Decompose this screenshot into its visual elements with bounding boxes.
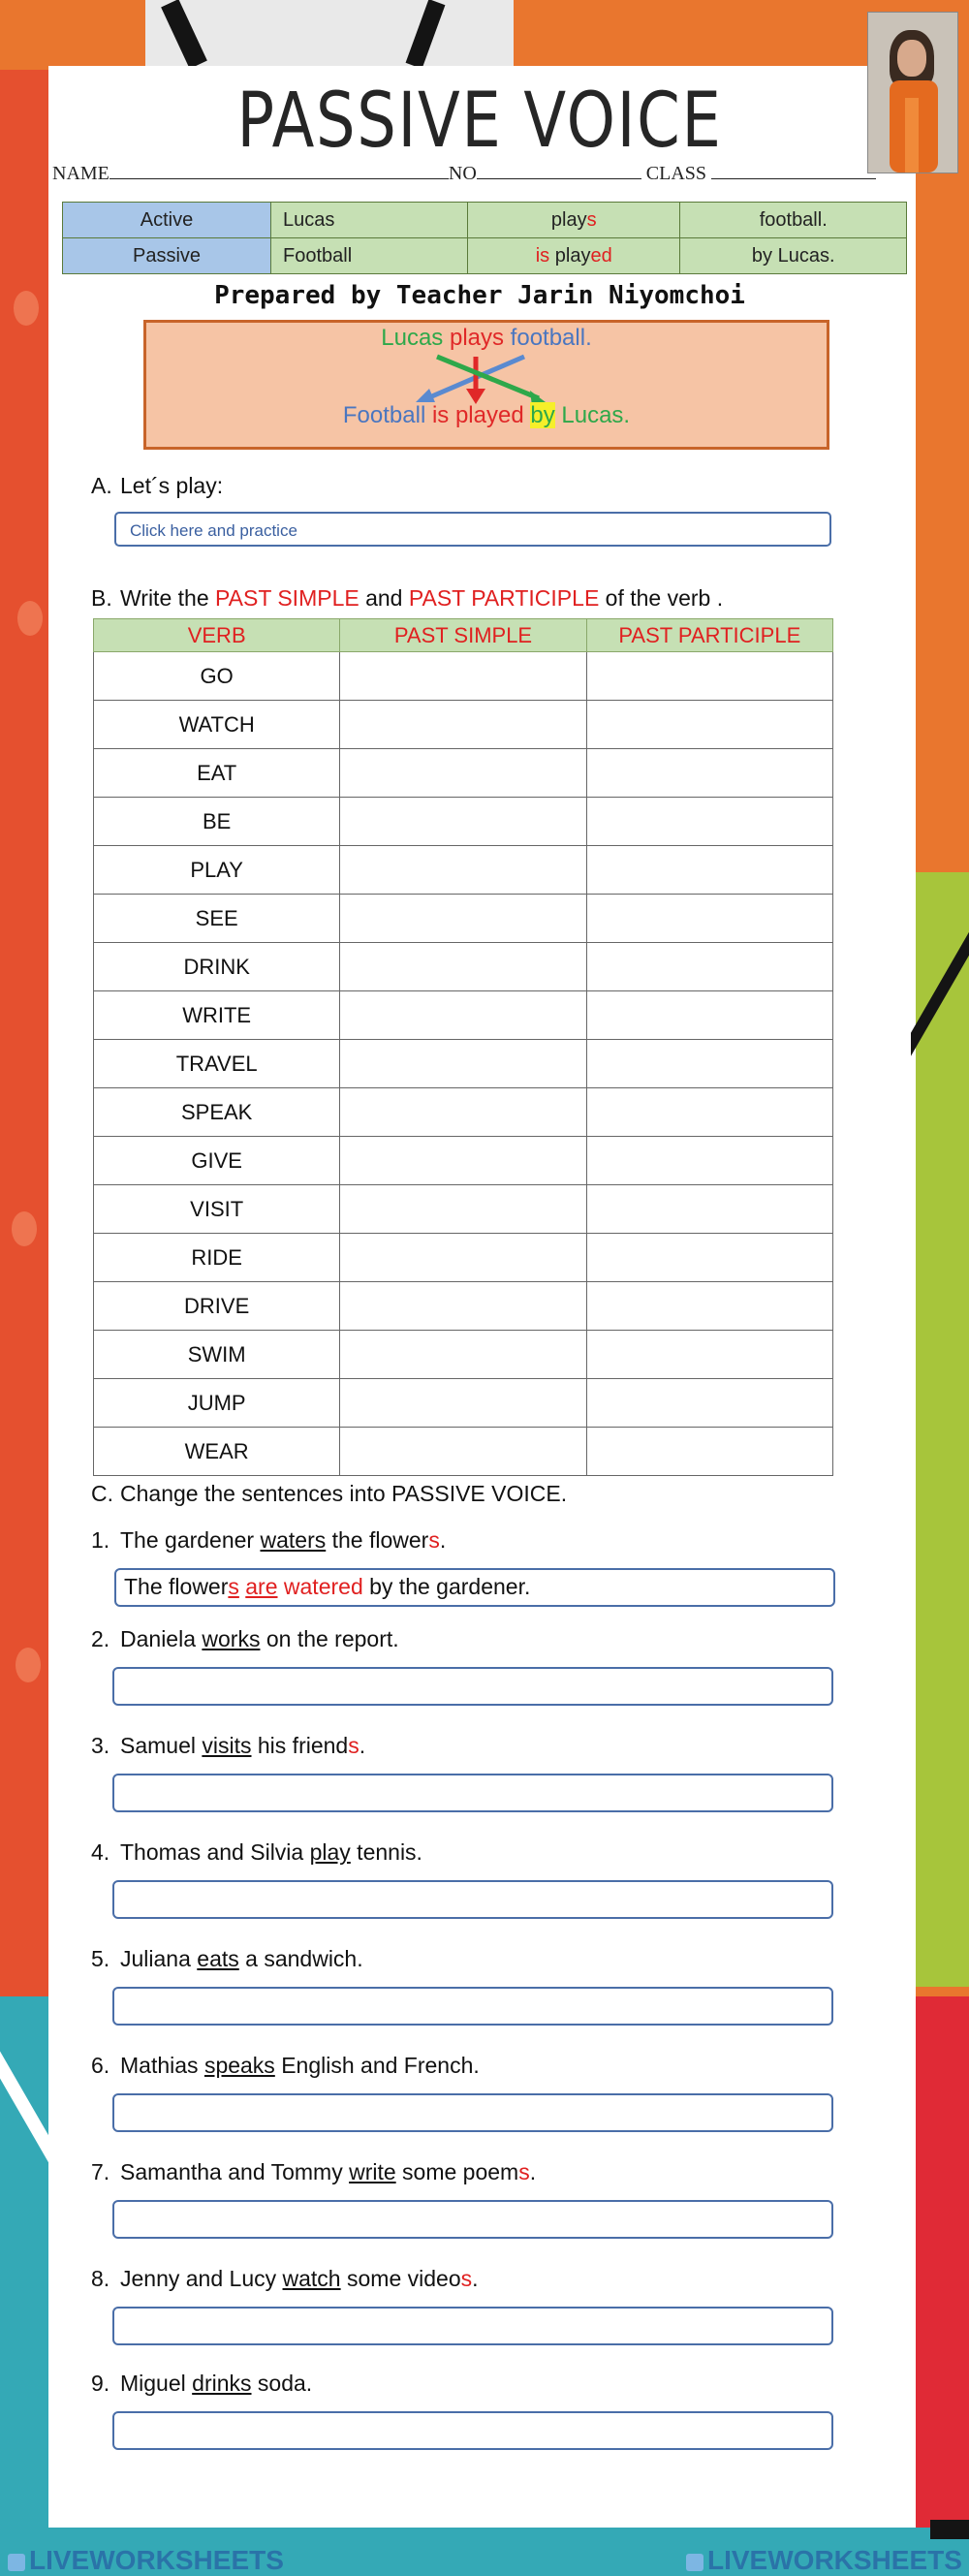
sentence-plural-s: s: [518, 2159, 530, 2184]
past-simple-input[interactable]: [340, 895, 586, 943]
sentence-after: on the report.: [260, 1626, 399, 1651]
sentence-number: 6.: [91, 2053, 110, 2078]
verb-row: [94, 846, 833, 895]
sentence-6: [91, 2053, 480, 2079]
verb-cell: TRAVEL: [94, 1040, 340, 1088]
sentence-before: Samuel: [120, 1733, 203, 1758]
past-simple-input[interactable]: [340, 846, 586, 895]
past-participle-input[interactable]: [586, 943, 832, 991]
sentence-end: .: [529, 2159, 537, 2184]
past-participle-input[interactable]: [586, 798, 832, 846]
verb-row: [94, 895, 833, 943]
section-c-heading: [91, 1481, 567, 1507]
no-line: [477, 165, 641, 179]
class-label: CLASS: [645, 163, 707, 184]
sentence-verb: works: [202, 1626, 261, 1651]
page-title: PASSIVE VOICE: [236, 78, 723, 165]
header-past-participle: PAST PARTICIPLE: [586, 619, 832, 652]
green-arrow: [437, 357, 539, 398]
section-b-heading: [91, 585, 723, 612]
verb-row: [94, 991, 833, 1040]
sentence-8: [91, 2266, 479, 2292]
section-b-past-simple: PAST SIMPLE: [215, 585, 359, 611]
verb-row: [94, 1234, 833, 1282]
past-participle-input[interactable]: [586, 1428, 832, 1476]
verb-row: [94, 1428, 833, 1476]
section-b-and: and: [365, 585, 403, 611]
verb-row: [94, 1185, 833, 1234]
teacher-photo: [867, 12, 958, 173]
answer-are: are: [245, 1574, 278, 1599]
sentence-after: some video: [340, 2266, 461, 2291]
past-participle-input[interactable]: [586, 1331, 832, 1379]
answer-input-2[interactable]: [112, 1667, 833, 1706]
past-participle-input[interactable]: [586, 1185, 832, 1234]
sentence-4: [91, 1839, 422, 1866]
brand-text: LIVEWORKSHEETS: [29, 2545, 284, 2575]
verb-cell: PLAY: [94, 846, 340, 895]
past-simple-input[interactable]: [340, 1185, 586, 1234]
verb-cell: WEAR: [94, 1428, 340, 1476]
worksheet-page: [48, 66, 911, 2528]
no-label: NO: [448, 163, 477, 184]
subject-cell: Football: [271, 238, 468, 274]
bg-stripe: [930, 2520, 969, 2539]
verb-row: [94, 1282, 833, 1331]
sentence-after: English and French.: [274, 2053, 480, 2078]
answer-input-3[interactable]: [112, 1774, 833, 1812]
bg-dot: [12, 1211, 37, 1246]
section-letter: C.: [91, 1481, 113, 1506]
passive-sentence: [146, 402, 827, 429]
bg-dot: [16, 1648, 41, 1682]
verb-cell: WRITE: [94, 991, 340, 1040]
sentence-verb: write: [349, 2159, 396, 2184]
liveworksheets-icon: [8, 2554, 25, 2571]
past-participle-input[interactable]: [586, 1234, 832, 1282]
sentence-before: The gardener: [120, 1527, 261, 1553]
answer-input-1[interactable]: [114, 1568, 835, 1607]
past-participle-input[interactable]: [586, 991, 832, 1040]
diagram-subject: Lucas: [381, 325, 444, 351]
bg-right-green-panel: [916, 872, 969, 1987]
active-row: [63, 203, 907, 238]
sentence-end: .: [439, 1527, 447, 1553]
answer-input-5[interactable]: [112, 1987, 833, 2026]
past-simple-input[interactable]: [340, 1234, 586, 1282]
past-participle-input[interactable]: [586, 652, 832, 701]
answer-input-6[interactable]: [112, 2093, 833, 2132]
answer-input-8[interactable]: [112, 2307, 833, 2345]
bg-dot: [14, 291, 39, 326]
answer-part: The flower: [124, 1574, 229, 1599]
verb-base: play: [554, 244, 591, 267]
verb-cell: EAT: [94, 749, 340, 798]
sentence-9: [91, 2371, 312, 2397]
sentence-plural-s: s: [348, 1733, 359, 1758]
verb-cell: VISIT: [94, 1185, 340, 1234]
footer-brand-left: [8, 2545, 284, 2576]
past-participle-input[interactable]: [586, 1040, 832, 1088]
sentence-number: 2.: [91, 1626, 110, 1651]
verb-row: [94, 943, 833, 991]
answer-rest: by the gardener.: [362, 1574, 531, 1599]
past-simple-input[interactable]: [340, 943, 586, 991]
object-cell: football.: [680, 203, 907, 238]
sentence-plural-s: s: [460, 2266, 473, 2291]
verb-row: [94, 1040, 833, 1088]
past-participle-input[interactable]: [586, 749, 832, 798]
verb-row: [94, 701, 833, 749]
sentence-number: 5.: [91, 1946, 110, 1971]
sentence-number: 3.: [91, 1733, 110, 1758]
sentence-number: 8.: [91, 2266, 110, 2291]
object-cell: by Lucas.: [680, 238, 907, 274]
verb-row: [94, 1379, 833, 1428]
diagram-p-subject: Football: [342, 402, 426, 428]
diagram-p-by: by: [530, 402, 555, 428]
past-participle-input[interactable]: [586, 701, 832, 749]
name-line: [109, 165, 449, 179]
answer-watered: watered: [277, 1574, 363, 1599]
verb-aux: is: [535, 244, 550, 267]
verb-row: [94, 749, 833, 798]
sentence-before: Thomas and Silvia: [120, 1839, 310, 1865]
answer-input-7[interactable]: [112, 2200, 833, 2239]
verb-suffix: ed: [590, 244, 612, 267]
section-letter: A.: [91, 473, 112, 498]
past-simple-input[interactable]: [340, 1040, 586, 1088]
passive-diagram: [143, 320, 829, 450]
sentence-1: [91, 1527, 446, 1554]
past-participle-input[interactable]: [586, 1137, 832, 1185]
section-a-heading: [91, 473, 223, 499]
past-simple-input[interactable]: [340, 1088, 586, 1137]
past-simple-input[interactable]: [340, 652, 586, 701]
verb-table-header: [94, 619, 833, 652]
section-letter: B.: [91, 585, 112, 611]
past-simple-input[interactable]: [340, 701, 586, 749]
sentence-verb: drinks: [192, 2371, 252, 2396]
verb-cell: GO: [94, 652, 340, 701]
verb-cell: SEE: [94, 895, 340, 943]
passive-row: [63, 238, 907, 274]
past-simple-input[interactable]: [340, 1331, 586, 1379]
answer-plural-s: s: [228, 1574, 239, 1599]
past-simple-input[interactable]: [340, 1379, 586, 1428]
verb-cell: DRIVE: [94, 1282, 340, 1331]
answer-input-9[interactable]: [112, 2411, 833, 2450]
sentence-after: soda.: [251, 2371, 313, 2396]
diagram-object: football.: [510, 325, 592, 351]
sentence-after: his friend: [251, 1733, 349, 1758]
past-simple-input[interactable]: [340, 1137, 586, 1185]
verb-row: [94, 652, 833, 701]
sentence-verb: play: [309, 1839, 351, 1865]
section-b-past-participle: PAST PARTICIPLE: [408, 585, 600, 611]
diagram-verb: plays: [449, 325, 504, 351]
sentence-before: Daniela: [120, 1626, 203, 1651]
verb-cell: SPEAK: [94, 1088, 340, 1137]
sentence-5: [91, 1946, 363, 1972]
past-participle-input[interactable]: [586, 1088, 832, 1137]
liveworksheets-icon: [686, 2554, 703, 2571]
verb-suffix: s: [586, 208, 597, 231]
past-participle-input[interactable]: [586, 895, 832, 943]
sentence-verb: eats: [197, 1946, 239, 1971]
sentence-before: Mathias: [120, 2053, 204, 2078]
class-line: [711, 165, 876, 179]
footer-brand-right: [686, 2545, 962, 2576]
sentence-number: 9.: [91, 2371, 110, 2396]
sentence-number: 4.: [91, 1839, 110, 1865]
sentence-number: 7.: [91, 2159, 110, 2184]
verb-cell: DRINK: [94, 943, 340, 991]
past-simple-input[interactable]: [340, 991, 586, 1040]
student-info-row: [52, 163, 895, 185]
verb-cell: RIDE: [94, 1234, 340, 1282]
sentence-verb: waters: [260, 1527, 327, 1553]
verb-base: play: [550, 208, 587, 231]
sentence-before: Jenny and Lucy: [120, 2266, 283, 2291]
past-simple-input[interactable]: [340, 1282, 586, 1331]
sentence-verb: speaks: [203, 2053, 275, 2078]
sentence-2: [91, 1626, 399, 1652]
verb-row: [94, 1088, 833, 1137]
sentence-verb: visits: [202, 1733, 252, 1758]
header-verb: VERB: [94, 619, 340, 652]
name-label: NAME: [52, 163, 109, 184]
verb-cell: SWIM: [94, 1331, 340, 1379]
verb-cell: GIVE: [94, 1137, 340, 1185]
diagram-p-agent: Lucas.: [561, 402, 631, 428]
brand-text: LIVEWORKSHEETS: [707, 2545, 962, 2575]
past-participle-input[interactable]: [586, 846, 832, 895]
sentence-after: some poem: [395, 2159, 519, 2184]
bg-right-red-panel: [916, 1996, 969, 2576]
active-passive-table: [62, 202, 907, 274]
subject-cell: Lucas: [271, 203, 468, 238]
sentence-number: 1.: [91, 1527, 110, 1553]
verb-cell: [467, 203, 679, 238]
answer-input-4[interactable]: [112, 1880, 833, 1919]
blue-arrowhead: [416, 389, 435, 402]
practice-link-button[interactable]: Click here and practice: [114, 512, 831, 547]
sentence-after: the flower: [326, 1527, 429, 1553]
sentence-after: tennis.: [350, 1839, 422, 1865]
diagram-p-verb: is played: [431, 402, 524, 428]
sentence-after: a sandwich.: [238, 1946, 363, 1971]
section-c-title: Change the sentences into PASSIVE VOICE.: [120, 1481, 568, 1506]
sentence-verb: watch: [282, 2266, 341, 2291]
section-b-text-2: of the verb .: [605, 585, 724, 611]
past-simple-input[interactable]: [340, 749, 586, 798]
section-a-title: Let´s play:: [120, 473, 224, 498]
sentence-plural-s: s: [428, 1527, 440, 1553]
sentence-7: [91, 2159, 536, 2185]
verb-cell: [467, 238, 679, 274]
bg-dot: [17, 601, 43, 636]
past-simple-input[interactable]: [340, 798, 586, 846]
row-label: Passive: [63, 238, 271, 274]
verb-row: [94, 1331, 833, 1379]
sentence-end: .: [359, 1733, 366, 1758]
row-label: Active: [63, 203, 271, 238]
past-participle-input[interactable]: [586, 1282, 832, 1331]
verb-row: [94, 1137, 833, 1185]
verb-table: [93, 618, 833, 1476]
sentence-before: Juliana: [120, 1946, 198, 1971]
section-b-text-1: Write the: [120, 585, 209, 611]
sentence-end: .: [472, 2266, 479, 2291]
verb-cell: WATCH: [94, 701, 340, 749]
past-participle-input[interactable]: [586, 1379, 832, 1428]
verb-cell: JUMP: [94, 1379, 340, 1428]
sentence-3: [91, 1733, 365, 1759]
header-past-simple: PAST SIMPLE: [340, 619, 586, 652]
sentence-before: Samantha and Tommy: [120, 2159, 350, 2184]
verb-row: [94, 798, 833, 846]
past-simple-input[interactable]: [340, 1428, 586, 1476]
prepared-by: Prepared by Teacher Jarin Niyomchoi: [214, 281, 745, 310]
verb-cell: BE: [94, 798, 340, 846]
sentence-before: Miguel: [120, 2371, 193, 2396]
